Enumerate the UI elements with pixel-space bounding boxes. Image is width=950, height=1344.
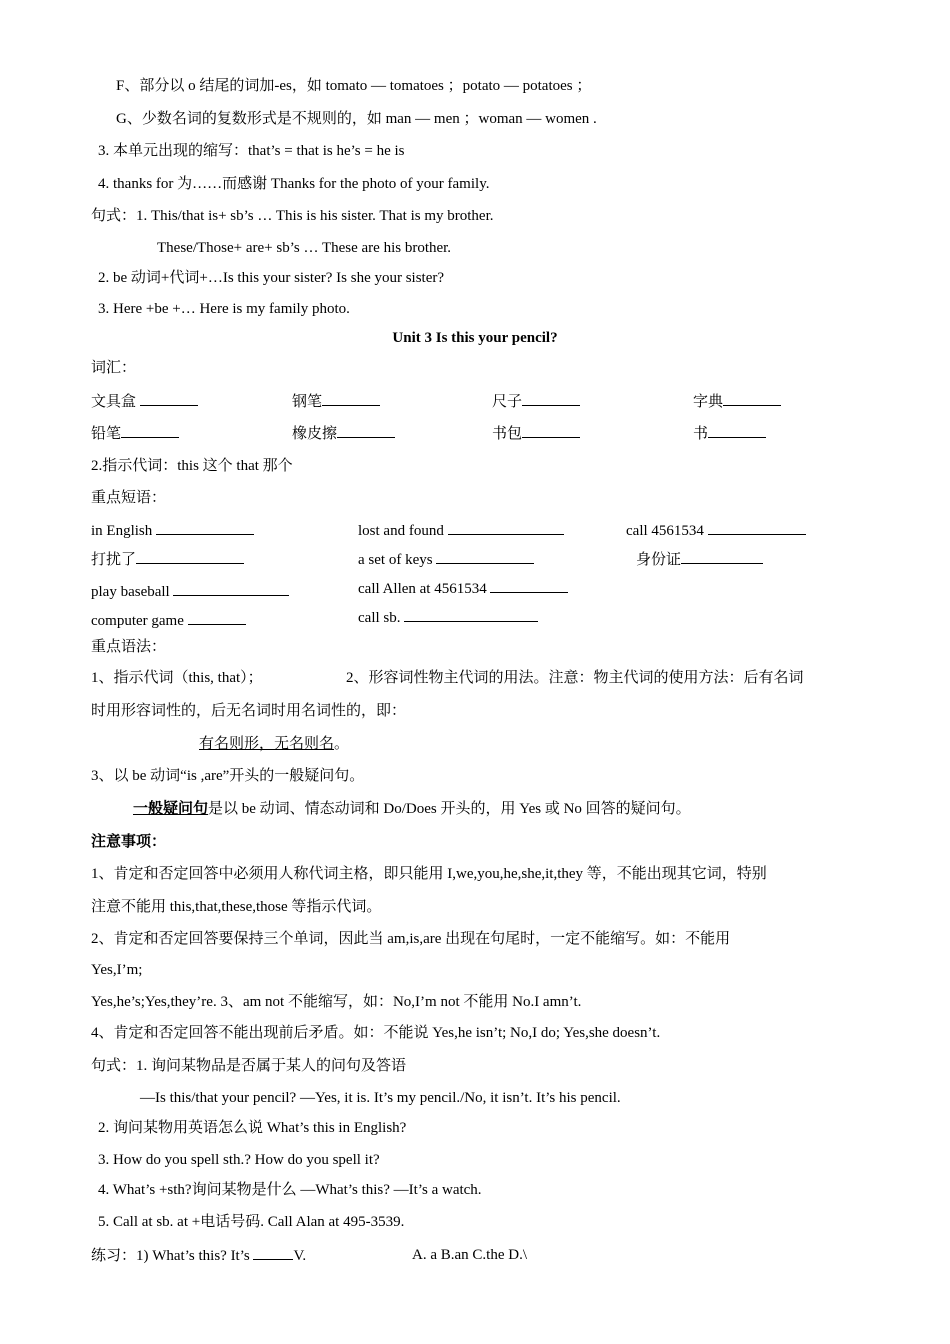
phrase-item: computer game <box>91 610 246 631</box>
pattern-u3-4: 4. What’s +sth?询问某物是什么 —What’s this? —It’s a watch. <box>98 1182 482 1198</box>
phrase-item: play baseball <box>91 581 289 602</box>
demonstratives-line: 2.指示代词：this 这个 that 那个 <box>91 458 293 474</box>
phrase-item: call sb. <box>358 607 538 628</box>
pattern-u3-1-example: —Is this/that your pencil? —Yes, it is. It’s my pencil./No, it isn’t. It’s his pencil. <box>140 1090 621 1106</box>
note-1-cont: 注意不能用 this,that,these,those 等指示代词。 <box>91 899 382 915</box>
vocab-item: 书包 <box>492 423 580 444</box>
vocab-item: 橡皮擦 <box>292 423 395 444</box>
note-2: 2、肯定和否定回答要保持三个单词，因此当 am,is,are 出现在句尾时，一定不能缩写。如：不能用 <box>91 931 731 947</box>
notes-heading: 注意事项： <box>91 834 167 850</box>
phrase-item: 打扰了 <box>91 549 244 570</box>
phrases-heading: 重点短语： <box>91 490 167 506</box>
vocab-item: 钢笔 <box>292 391 380 412</box>
grammar-1: 1、指示代词（this, that）； <box>91 670 263 686</box>
rule-g: G、少数名词的复数形式是不规则的，如 man — men ；woman — women . <box>116 111 597 127</box>
pattern-u3-2: 2. 询问某物用英语怎么说 What’s this in English? <box>98 1120 407 1136</box>
pattern-u2-2: 2. be 动词+代词+…Is this your sister? Is she your sister? <box>98 270 445 286</box>
phrase-item: call 4561534 <box>626 520 806 541</box>
pattern-u3-1: 句式：1. 询问某物品是否属于某人的问句及答语 <box>91 1058 407 1074</box>
phrase-item: call Allen at 4561534 <box>358 578 568 599</box>
vocab-item: 尺子 <box>492 391 580 412</box>
pattern-u2-1: 句式：1. This/that is+ sb’s … This is his sister. That is my brother. <box>91 208 494 224</box>
pattern-u2-1b: These/Those+ are+ sb’s … These are his brother. <box>157 240 452 256</box>
rule-f: F、部分以 o 结尾的词加-es，如 tomato — tomatoes ；potato — potatoes ； <box>116 78 592 94</box>
grammar-3: 3、以 be 动词“is ,are”开头的一般疑问句。 <box>91 768 365 784</box>
unit3-title: Unit 3 Is this your pencil? <box>392 330 558 346</box>
pattern-u2-3: 3. Here +be +… Here is my family photo. <box>98 301 350 317</box>
phrase-item: lost and found <box>358 520 564 541</box>
grammar-heading: 重点语法： <box>91 639 167 655</box>
phrase-item: in English <box>91 520 254 541</box>
vocab-item: 字典 <box>693 391 781 412</box>
phrase-item: a set of keys <box>358 549 534 570</box>
grammar-2-cont: 时用形容词性的，后无名词时用名词性的，即： <box>91 703 407 719</box>
vocab-heading: 词汇： <box>91 360 137 376</box>
note-1: 1、肯定和否定回答中必须用人称代词主格，即只能用 I,we,you,he,she,it,they 等，不能出现其它词，特别 <box>91 866 767 882</box>
grammar-2: 2、形容词性物主代词的用法。注意：物主代词的使用方法：后有名词 <box>346 670 804 686</box>
note-2-3: Yes,he’s;Yes,they’re. 3、am not 不能缩写，如：No,I’m not 不能用 No.I amn’t. <box>91 994 582 1010</box>
vocab-item: 铅笔 <box>91 423 179 444</box>
grammar-rule: 有名则形，无名则名。 <box>199 736 350 752</box>
pattern-u3-5: 5. Call at sb. at +电话号码. Call Alan at 495-3539. <box>98 1214 405 1230</box>
pattern-u3-3: 3. How do you spell sth.? How do you spell it? <box>98 1152 380 1168</box>
phrase-item: 身份证 <box>636 549 763 570</box>
abbreviations-line: 3. 本单元出现的缩写：that’s = that is he’s = he is <box>98 143 405 159</box>
note-4: 4、肯定和否定回答不能出现前后矛盾。如：不能说 Yes,he isn’t; No,I do; Yes,she doesn’t. <box>91 1025 661 1041</box>
vocab-item: 文具盒 <box>91 391 198 412</box>
exercise-options: A. a B.an C.the D.\ <box>412 1247 527 1263</box>
thanks-for-line: 4. thanks for 为……而感谢 Thanks for the photo of your family. <box>98 176 490 192</box>
note-2-cont: Yes,I’m; <box>91 962 143 978</box>
vocab-item: 书 <box>693 423 766 444</box>
general-question-definition: 一般疑问句是以 be 动词、情态动词和 Do/Does 开头的，用 Yes 或 No 回答的疑问句。 <box>133 801 691 817</box>
exercise-question: 练习：1) What’s this? It’s V. <box>91 1245 306 1266</box>
